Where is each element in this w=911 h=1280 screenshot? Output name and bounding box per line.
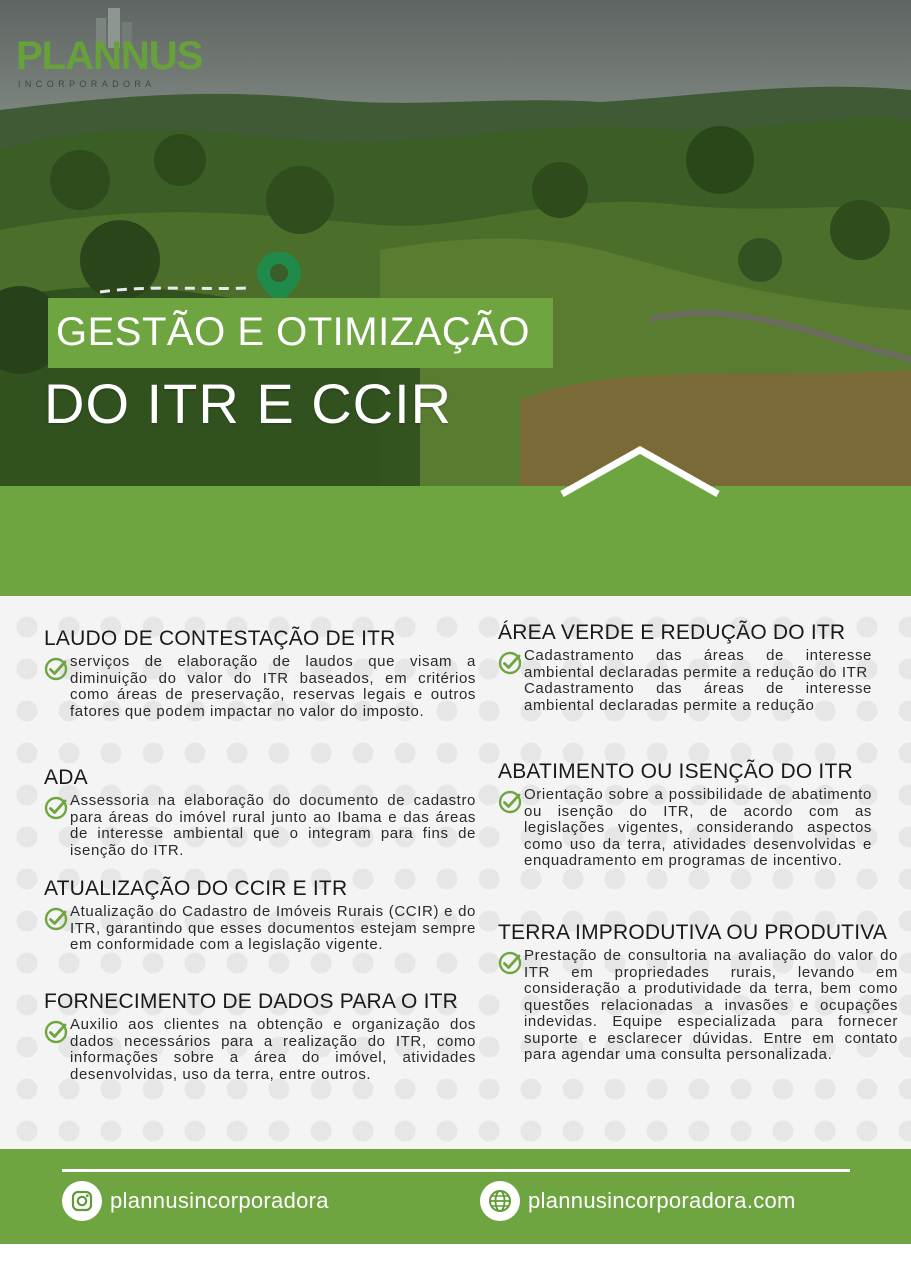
footer-divider (62, 1169, 850, 1172)
peak-divider (560, 446, 730, 498)
section-title: TERRA IMPRODUTIVA OU PRODUTIVA (498, 921, 888, 944)
section-title: ADA (44, 766, 88, 789)
section-terra (498, 920, 898, 1064)
check-circle-icon (44, 907, 68, 931)
section-title: ÁREA VERDE E REDUÇÃO DO ITR (498, 621, 846, 644)
section-title: FORNECIMENTO DE DADOS PARA O ITR (44, 990, 459, 1013)
check-circle-icon (44, 1020, 68, 1044)
list-item (498, 948, 898, 1064)
check-circle-icon (498, 651, 522, 675)
page-title-line2: DO ITR E CCIR (44, 372, 453, 435)
page-title-line1: GESTÃO E OTIMIZAÇÃO (56, 310, 530, 354)
section-text: Prestação de consultoria na avaliação do valor do ITR em propriedades rurais, levando em consideração a produtividade da terra, bem como questões relacionadas a invasões e ocupações indevidas. Equipe especializada para fornecer suporte e esclarecer dúvidas. Entre em contato para agendar uma consulta personalizada. (524, 947, 898, 1063)
check-circle-icon (44, 796, 68, 820)
hero-banner (0, 0, 911, 500)
section-laudo (44, 626, 476, 720)
instagram-link[interactable] (62, 1181, 329, 1221)
section-text: Orientação sobre a possibilidade de abatimento ou isenção do ITR, de acordo com as legislações vigentes, considerando aspectos como uso da terra, atividades desenvolvidas e enquadramento em programas de incentivo. (524, 786, 872, 869)
section-text: Cadastramento das áreas de interesse ambiental declaradas permite a redução do ITR (524, 647, 872, 681)
list-item (498, 648, 872, 714)
list-item (498, 787, 872, 870)
section-abatimento (498, 759, 872, 870)
section-title: LAUDO DE CONTESTAÇÃO DE ITR (44, 627, 396, 650)
section-text: serviços de elaboração de laudos que visam a diminuição do valor do ITR baseados, em critérios como áreas de preservação, reservas legais e outros fatores que podem impactar no valor do imposto. (70, 653, 476, 720)
section-ada (44, 765, 476, 859)
section-title: ATUALIZAÇÃO DO CCIR E ITR (44, 877, 348, 900)
footer (0, 1149, 911, 1244)
brand-name: PLANNUS (16, 34, 203, 78)
website-url: plannusincorporadora.com (528, 1188, 796, 1213)
list-item (44, 793, 476, 859)
instagram-handle: plannusincorporadora (110, 1188, 329, 1213)
section-area-verde (498, 620, 872, 714)
instagram-icon (62, 1181, 102, 1221)
section-ccir (44, 876, 476, 954)
list-item (44, 904, 476, 954)
section-text: Atualização do Cadastro de Imóveis Rurais (CCIR) e do ITR, garantindo que esses documentos estejam sempre em conformidade com a legislação vigente. (70, 903, 476, 953)
green-divider-band (0, 486, 911, 596)
check-circle-icon (498, 951, 522, 975)
section-title: ABATIMENTO OU ISENÇÃO DO ITR (498, 760, 853, 783)
section-text-repeat: Cadastramento das áreas de interesse ambiental declaradas permite a redução (524, 680, 872, 714)
brand-subtitle: INCORPORADORA (18, 79, 156, 89)
check-circle-icon (44, 657, 68, 681)
bottom-margin (0, 1244, 911, 1280)
globe-icon (480, 1181, 520, 1221)
brand-logo (16, 8, 203, 89)
section-text: Auxilio aos clientes na obtenção e organização dos dados necessários para a realização do ITR, como informações sobre a área do imóvel, atividades desenvolvidas, uso da terra, entre outros. (70, 1016, 476, 1083)
check-circle-icon (498, 790, 522, 814)
website-link[interactable] (480, 1181, 796, 1221)
services-content (0, 596, 911, 1149)
list-item (44, 1017, 476, 1083)
section-text: Assessoria na elaboração do documento de cadastro para áreas do imóvel rural junto ao Ibama e das áreas de interesse ambiental que o integram para fins de isenção do ITR. (70, 792, 476, 859)
list-item (44, 654, 476, 720)
section-dados (44, 989, 476, 1083)
